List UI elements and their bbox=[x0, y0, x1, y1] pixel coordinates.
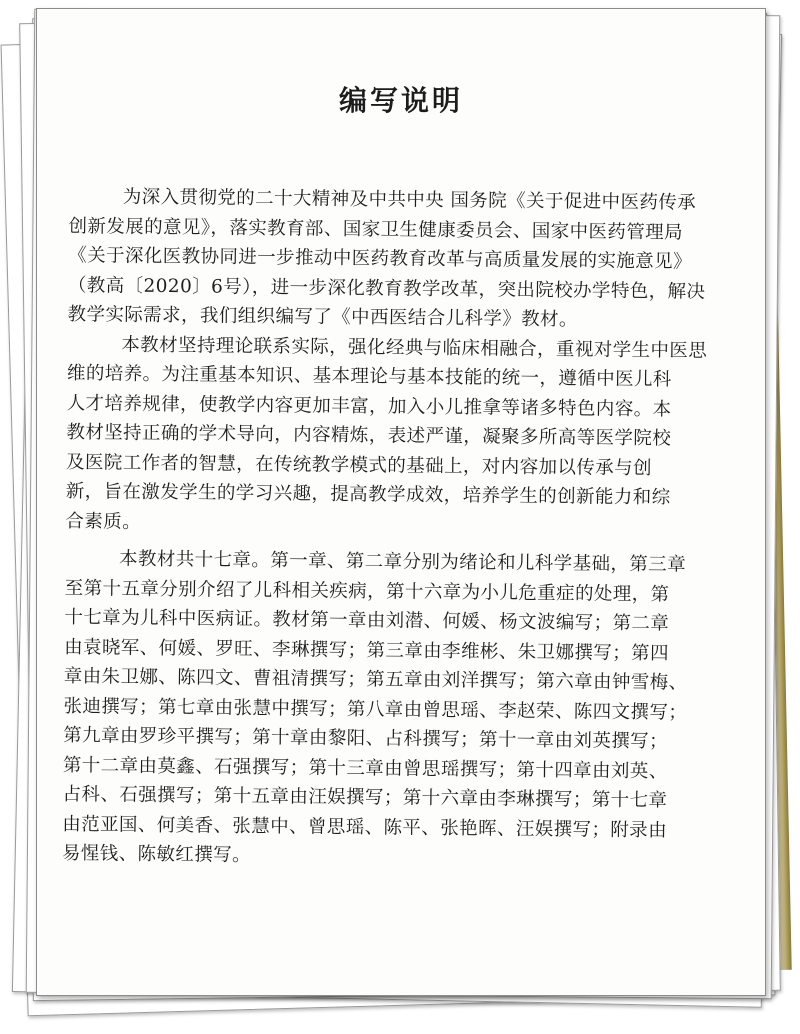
text-line: 第十二章由莫鑫、石强撰写；第十三章由曾思瑶撰写；第十四章由刘英、 bbox=[62, 754, 668, 782]
text-line: 占科、石强撰写；第十五章由汪娱撰写；第十六章由李琳撰写；第十七章 bbox=[62, 783, 668, 812]
text-line: 《关于深化医教协同进一步推动中医药教育改革与高质量发展的实施意见》 bbox=[68, 244, 693, 273]
body-text bbox=[62, 182, 749, 876]
text-line: 合素质。 bbox=[65, 510, 142, 533]
text-line: 第九章由罗珍平撰写；第十章由黎阳、占科撰写；第十一章由刘英撰写； bbox=[63, 724, 669, 753]
text-line: 章由朱卫娜、陈四文、曹祖清撰写；第五章由刘洋撰写；第六章由钟雪梅、 bbox=[63, 665, 688, 694]
page-title: 编写说明 bbox=[338, 84, 463, 117]
document-page bbox=[36, 8, 766, 996]
text-line: 易惺钱、陈敏红撰写。 bbox=[61, 842, 252, 866]
text-line: 由范亚国、何美香、张慧中、曾思瑶、陈平、张艳晖、汪娱撰写；附录由 bbox=[62, 813, 668, 841]
text-line: 由袁晓军、何媛、罗旺、李琳撰写；第三章由李维彬、朱卫娜撰写；第四 bbox=[64, 636, 670, 664]
text-line: 本教材共十七章。第一章、第二章分别为绪论和儿科学基础，第三章 bbox=[118, 548, 687, 576]
text-line: 本教材坚持理论联系实际，强化经典与临床相融合，重视对学生中医思 bbox=[121, 334, 708, 362]
text-line: 人才培养规律，使教学内容更加丰富，加入小儿推拿等诸多特色内容。本 bbox=[66, 392, 672, 420]
text-line: 及医院工作者的智慧，在传统教学模式的基础上，对内容加以传承与创 bbox=[65, 451, 653, 479]
text-line: 教学实际需求，我们组织编写了《中西医结合儿科学》教材。 bbox=[67, 303, 579, 331]
text-line: 新，旨在激发学生的学习兴趣，提高教学成效，培养学生的创新能力和综 bbox=[65, 480, 671, 509]
text-line: 至第十五章分别介绍了儿科相关疾病，第十六章为小儿危重症的处理，第 bbox=[64, 577, 670, 605]
text-line: 为深入贯彻党的二十大精神及中共中央 国务院《关于促进中医药传承 bbox=[122, 186, 697, 214]
text-line: 创新发展的意见》，落实教育部、国家卫生健康委员会、国家中医药管理局 bbox=[68, 215, 684, 243]
text-line: 教材坚持正确的学术导向，内容精炼，表述严谨，凝聚多所高等医学院校 bbox=[66, 421, 672, 450]
text-line: （教高〔2020〕6号），进一步深化教育教学改革，突出院校办学特色，解决 bbox=[67, 274, 706, 303]
text-line: 十七章为儿科中医病证。教材第一章由刘潜、何媛、杨文波编写；第二章 bbox=[64, 606, 670, 635]
text-line: 张迪撰写；第七章由张慧中撰写；第八章由曾思瑶、李赵荣、陈四文撰写； bbox=[63, 695, 688, 724]
text-line: 维的培养。为注重基本知识、基本理论与基本技能的统一，遵循中医儿科 bbox=[66, 362, 672, 391]
